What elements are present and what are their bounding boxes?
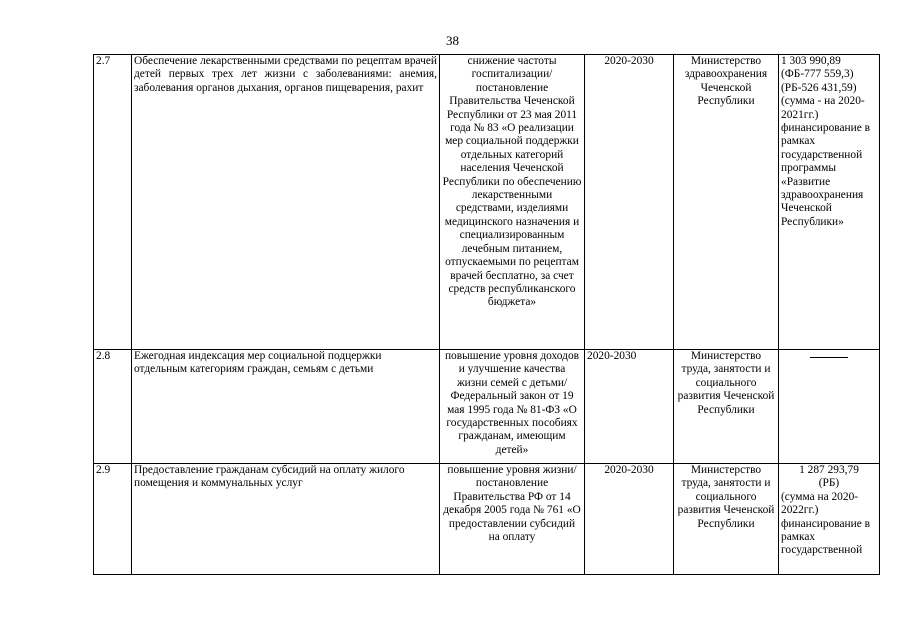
measure-name: Ежегодная индексация мер социальной подцержки отдельным категориям граждан, семьям с детьми <box>132 350 440 464</box>
period: 2020-2030 <box>585 55 674 350</box>
table-row <box>94 350 880 464</box>
expected-result: снижение частоты госпитализации/ постановление Правительства Чеченской Республики от 23 мая 2011 года № 83 «О реализации мер социальной поддержки отдельных категорий населения Чеченской Республики по обеспечению лекарственными средствами, изделиями медицинского назначения и специализированным лечебным питанием, отпускаемыми по рецептам врачей бесплатно, за счет средств республиканского бюджета» <box>440 55 585 350</box>
table-row <box>94 55 880 350</box>
financing-line: финансирование в рамках государственной программы «Развитие здравоохранения Чеченской Республики» <box>781 122 871 228</box>
measure-name: Обеспечение лекарственными средствами по рецептам врачей детей первых трех лет жизни с заболеваниями: анемия, заболевания органов дыхания, органов пищеварения, рахит <box>132 55 440 350</box>
financing <box>779 464 880 575</box>
period: 2020-2030 <box>585 350 674 464</box>
row-number: 2.7 <box>94 55 132 350</box>
financing-line: (РБ) <box>818 477 840 490</box>
period: 2020-2030 <box>585 464 674 575</box>
executor: Министерство здравоохранения Чеченской Республики <box>674 55 779 350</box>
financing <box>779 55 880 350</box>
financing <box>779 350 880 464</box>
financing-line: (сумма - на 2020-2021гг.) <box>781 95 865 121</box>
financing-line: (РБ-526 431,59) <box>781 81 857 94</box>
row-number: 2.9 <box>94 464 132 575</box>
measures-table <box>93 54 880 575</box>
financing-line: (ФБ-777 559,3) <box>781 68 854 81</box>
no-financing-dash <box>810 357 848 358</box>
expected-result: повышение уровня доходов и улучшение качества жизни семей с детьми/ Федеральный закон от 19 мая 1995 года № 81-ФЗ «О государственных пособиях гражданам, имеющим детей» <box>440 350 585 464</box>
financing-line: 1 303 990,89 <box>781 55 841 67</box>
financing-line: 1 287 293,79 <box>799 464 859 476</box>
executor: Министерство труда, занятости и социального развития Чеченской Республики <box>674 350 779 464</box>
table-row <box>94 464 880 575</box>
financing-line: финансирование в рамках государственной <box>781 517 871 557</box>
measure-name: Предоставление гражданам субсидий на оплату жилого помещения и коммунальных услуг <box>132 464 440 575</box>
expected-result: повышение уровня жизни/ постановление Правительства РФ от 14 декабря 2005 года № 761 «О предоставлении субсидий на оплату <box>440 464 585 575</box>
financing-line: (сумма на 2020-2022гг.) <box>781 490 859 517</box>
row-number: 2.8 <box>94 350 132 464</box>
executor: Министерство труда, занятости и социального развития Чеченской Республики <box>674 464 779 575</box>
page-number: 38 <box>446 33 459 48</box>
